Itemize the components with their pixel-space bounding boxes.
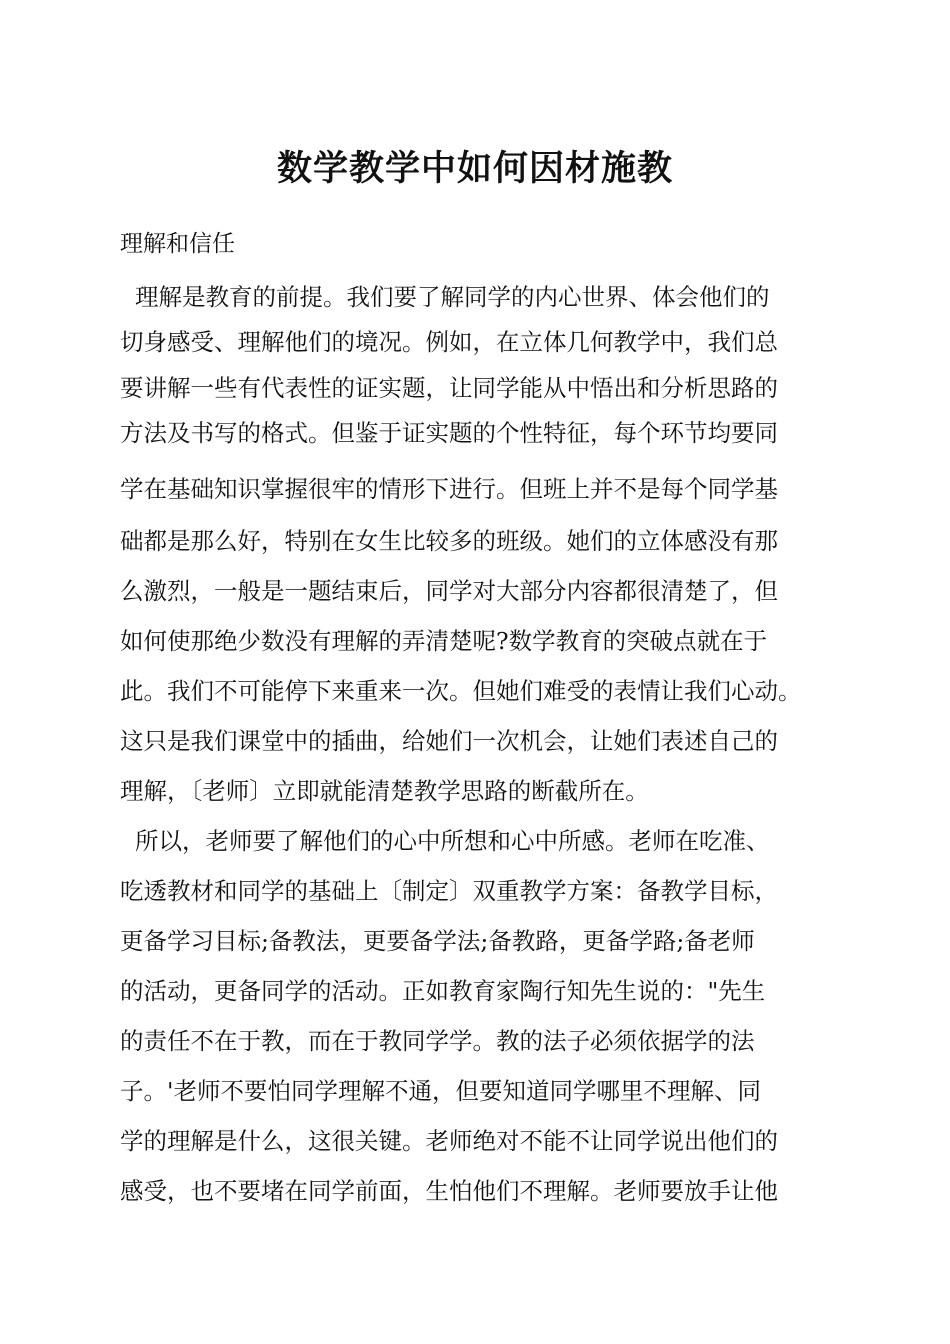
document-title: 数学教学中如何因材施教 xyxy=(276,148,673,189)
text-line: 更备学习目标;备教法，更要备学法;备教路，更备学路;备老师 xyxy=(120,927,755,955)
text-line: 础都是那么好，特别在女生比较多的班级。她们的立体感没有那 xyxy=(120,527,778,555)
text-line: 理解，〔老师〕立即就能清楚教学思路的断截所在。 xyxy=(120,777,649,805)
text-line: 子。'老师不要怕同学理解不通，但要知道同学哪里不理解、同 xyxy=(120,1077,761,1105)
text-line: 的责任不在于教，而在于教同学学。教的法子必须依据学的法 xyxy=(120,1027,755,1055)
text-line: 如何使那绝少数没有理解的弄清楚呢?数学教育的突破点就在于 xyxy=(120,627,768,655)
text-line: 所以，老师要了解他们的心中所想和心中所感。老师在吃准、 xyxy=(120,827,770,855)
text-line: 的活动，更备同学的活动。正如教育家陶行知先生说的："先生 xyxy=(120,977,766,1005)
text-line: 学在基础知识掌握很牢的情形下进行。但班上并不是每个同学基 xyxy=(120,475,778,503)
section-heading: 理解和信任 xyxy=(120,231,235,257)
text-line: 要讲解一些有代表性的证实题，让同学能从中悟出和分析思路的 xyxy=(120,374,778,402)
text-line: 这只是我们课堂中的插曲，给她们一次机会，让她们表述自己的 xyxy=(120,727,778,755)
text-line: 么激烈，一般是一题结束后，同学对大部分内容都很清楚了，但 xyxy=(120,577,778,605)
text-line: 感受，也不要堵在同学前面，生怕他们不理解。老师要放手让他 xyxy=(120,1177,778,1205)
text-line: 切身感受、理解他们的境况。例如，在立体几何教学中，我们总 xyxy=(120,328,778,356)
text-line: 理解是教育的前提。我们要了解同学的内心世界、体会他们的 xyxy=(120,283,770,311)
text-line: 方法及书写的格式。但鉴于证实题的个性特征，每个环节均要同 xyxy=(120,419,778,447)
text-line: 此。我们不可能停下来重来一次。但她们难受的表情让我们心动。 xyxy=(120,677,802,705)
text-line: 学的理解是什么，这很关键。老师绝对不能不让同学说出他们的 xyxy=(120,1127,778,1155)
text-line: 吃透教材和同学的基础上〔制定〕双重教学方案：备教学目标， xyxy=(120,877,778,905)
